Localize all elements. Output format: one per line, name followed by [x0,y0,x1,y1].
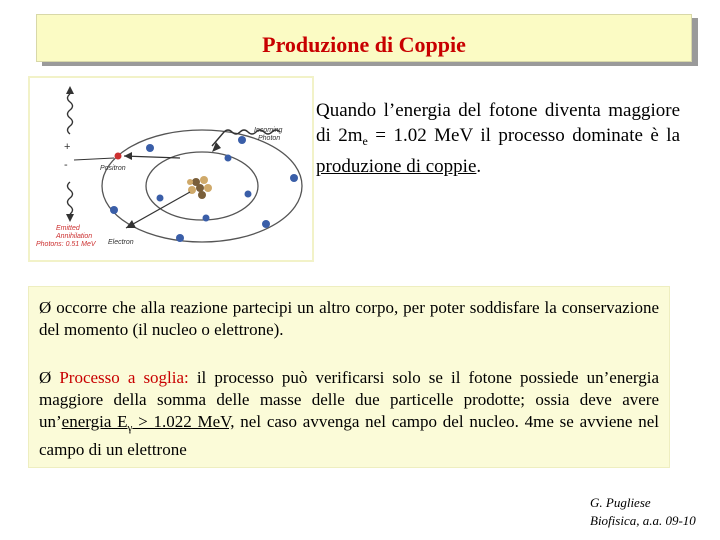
author-credit [590,494,696,530]
bullet2-text2: nel caso avvenga nel campo del nucleo. 4me se avviene nel campo di un elettrone [39,412,659,459]
bullet2-text1: il processo può verificarsi solo se il fotone possiede un’energia maggiore della somma delle masse delle due particelle prodotte; ossia deve avere un’ [39,368,659,431]
pair-production-figure [28,76,314,262]
bullet-arrow-icon: Ø [39,298,52,317]
bullet-conservation [39,297,659,341]
energy-threshold [61,412,235,434]
intro-part2: = 1.02 MeV il processo dominate è la [367,125,680,146]
electron-label: Electron [108,239,134,246]
bullet1-text: occorre che alla reazione partecipi un altro corpo, per poter soddisfare la conservazione del momento (il nucleo o elettrone). [39,298,659,339]
intro-highlight: produzione di coppie [316,156,477,177]
threshold-label: Processo a soglia: [59,368,189,387]
bullet-threshold [39,367,659,461]
atom-diagram [30,78,312,260]
credit-author: G. Pugliese [590,495,651,510]
notes-box [28,286,670,468]
credit-course: Biofisica, a.a. 09-10 [590,513,696,528]
nucleus-icon [187,176,212,199]
intro-paragraph [316,98,680,179]
emitted-annihilation-label: Emitted Annihilation [56,225,93,240]
intro-part1: Quando l’energia del fotone diventa maggiore di 2m [316,100,680,146]
incoming-photon-label: Incoming Photon [254,127,283,142]
intro-part3: . [476,156,482,177]
gamma-subscript: γ [127,422,133,434]
energy-value: > 1.022 MeV, [132,412,235,431]
energy-word: energia E [61,412,128,431]
svg-text:-: - [64,159,68,171]
title-box [36,14,692,62]
photons-energy-label: Photons: 0.51 MeV [36,241,96,248]
bullet-arrow-icon: Ø [39,368,52,387]
slide-title: Produzione di Coppie [262,32,466,57]
intro-subscript: e [362,134,368,148]
positron-label: Positron [100,165,126,172]
svg-text:+: + [64,141,71,153]
